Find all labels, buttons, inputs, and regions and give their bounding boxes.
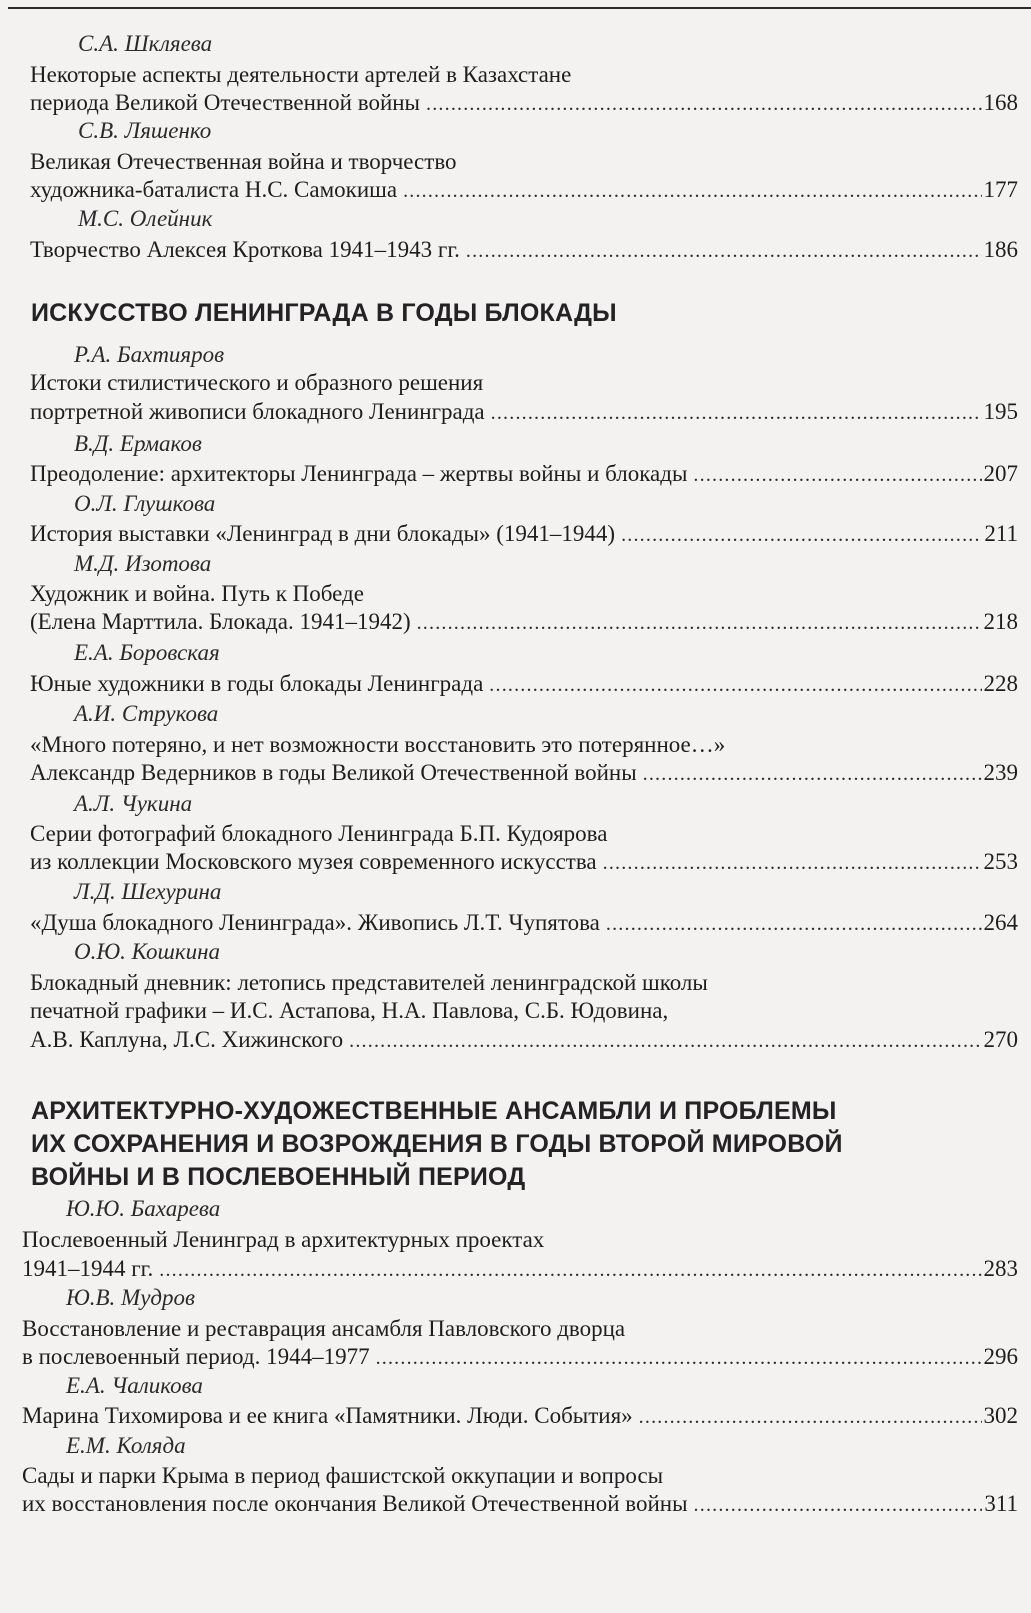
dot-leader [159, 1256, 981, 1284]
entry-title-line [30, 820, 607, 848]
entry-title: Истоки стилистического и образного решения [30, 370, 484, 395]
dot-leader [639, 1403, 982, 1431]
entry-title-last-line [22, 1255, 1018, 1284]
page-number: 302 [983, 1403, 1018, 1428]
entry-author: С.В. Ляшенко [78, 118, 212, 143]
page-number: 270 [983, 1027, 1018, 1052]
page-number: 283 [983, 1256, 1018, 1281]
entry-title: История выставки «Ленинград в дни блокады» (1941–1944) [30, 521, 616, 546]
dot-leader [603, 849, 982, 877]
entry-title-last-line [30, 398, 1018, 427]
entry-title-line [22, 1226, 544, 1254]
page-number: 239 [983, 760, 1018, 785]
entry-title-line [30, 731, 725, 759]
entry-title-line [30, 148, 457, 176]
entry-title-last-line [30, 848, 1018, 877]
entry-title-last-line [30, 608, 1018, 637]
dot-leader [403, 177, 981, 205]
dot-leader [489, 671, 981, 699]
entry-author: М.С. Олейник [78, 206, 213, 231]
entry-title: Преодоление: архитекторы Ленинграда – жертвы войны и блокады [30, 461, 688, 486]
dot-leader [417, 609, 982, 637]
entry-title: (Елена Марттила. Блокада. 1941–1942) [30, 609, 411, 634]
entry-title: «Душа блокадного Ленинграда». Живопись Л.Т. Чупятова [30, 910, 600, 935]
entry-title: печатной графики – И.С. Астапова, Н.А. Павлова, С.Б. Юдовина, [30, 998, 669, 1023]
page-number: 253 [983, 849, 1018, 874]
entry-author: Ю.Ю. Бахарева [66, 1196, 221, 1221]
entry-title: А.В. Каплуна, Л.С. Хижинского [30, 1027, 344, 1052]
entry-title-line [30, 580, 364, 608]
top-rule [8, 7, 1031, 9]
dot-leader [606, 910, 982, 938]
entry-title-line [30, 61, 571, 89]
page-number: 195 [983, 399, 1018, 424]
entry-title-last-line [22, 1402, 1018, 1431]
page-number: 177 [983, 177, 1018, 202]
entry-title: их восстановления после окончания Великой Отечественной войны [22, 1491, 688, 1516]
entry-title-last-line [30, 520, 1018, 549]
section-heading-line: ВОЙНЫ И В ПОСЛЕВОЕННЫЙ ПЕРИОД [31, 1163, 526, 1191]
entry-author: О.Ю. Кошкина [74, 939, 221, 964]
entry-title: Серии фотографий блокадного Ленинграда Б.П. Кудоярова [30, 821, 608, 846]
entry-title-last-line [30, 89, 1018, 118]
entry-author: В.Д. Ермаков [74, 431, 202, 456]
entry-title-last-line [30, 236, 1018, 265]
entry-title-last-line [22, 1343, 1018, 1372]
dot-leader [491, 399, 982, 427]
dot-leader [621, 521, 982, 549]
entry-title-last-line [30, 909, 1018, 938]
entry-title: Александр Ведерников в годы Великой Отечественной войны [30, 760, 637, 785]
entry-author: Л.Д. Шехурина [74, 879, 222, 904]
entry-author: М.Д. Изотова [74, 551, 212, 576]
entry-author: Е.А. Боровская [74, 640, 220, 665]
entry-author: А.И. Струкова [74, 701, 219, 726]
entry-title-line [30, 369, 483, 397]
entry-title: художника-баталиста Н.С. Самокиша [30, 177, 398, 202]
entry-title: Великая Отечественная война и творчество [30, 149, 457, 174]
dot-leader [643, 760, 982, 788]
entry-title: Марина Тихомирова и ее книга «Памятники. Люди. События» [22, 1403, 633, 1428]
page-number: 311 [984, 1491, 1018, 1516]
entry-title: Восстановление и реставрация ансамбля Павловского дворца [22, 1316, 626, 1341]
entry-title-last-line [30, 759, 1018, 788]
section-heading-line: ИХ СОХРАНЕНИЯ И ВОЗРОЖДЕНИЯ В ГОДЫ ВТОРОЙ МИРОВОЙ [31, 1130, 843, 1158]
page-number: 207 [983, 461, 1018, 486]
entry-author: А.Л. Чукина [74, 791, 193, 816]
section-heading: ИСКУССТВО ЛЕНИНГРАДА В ГОДЫ БЛОКАДЫ [31, 299, 617, 327]
section-heading [31, 1095, 843, 1194]
page-number: 211 [984, 521, 1018, 546]
section-heading-line: АРХИТЕКТУРНО-ХУДОЖЕСТВЕННЫЕ АНСАМБЛИ И ПРОБЛЕМЫ [31, 1097, 837, 1125]
page-number: 228 [983, 671, 1018, 696]
entry-title-line [22, 1462, 663, 1490]
entry-title: Художник и война. Путь к Победе [30, 581, 364, 606]
dot-leader [349, 1027, 981, 1055]
entry-title-line [30, 969, 708, 997]
entry-author: О.Л. Глушкова [74, 491, 216, 516]
entry-author: Р.А. Бахтияров [74, 342, 225, 367]
entry-title: Блокадный дневник: летопись представителей ленинградской школы [30, 970, 708, 995]
page-number: 218 [983, 609, 1018, 634]
dot-leader [693, 461, 981, 489]
entry-title: 1941–1944 гг. [22, 1256, 154, 1281]
entry-author: Е.А. Чаликова [66, 1373, 203, 1398]
dot-leader [426, 90, 981, 118]
entry-author: Е.М. Коляда [66, 1433, 186, 1458]
entry-title: Послевоенный Ленинград в архитектурных проектах [22, 1227, 545, 1252]
entry-title: периода Великой Отечественной войны [30, 90, 421, 115]
entry-title: Сады и парки Крыма в период фашистской оккупации и вопросы [22, 1463, 664, 1488]
page-number: 186 [983, 237, 1018, 262]
entry-title-last-line [22, 1490, 1018, 1519]
entry-title: портретной живописи блокадного Ленинграда [30, 399, 485, 424]
dot-leader [376, 1344, 982, 1372]
entry-title-line [30, 997, 668, 1025]
entry-title-last-line [30, 176, 1018, 205]
entry-title-last-line [30, 670, 1018, 699]
entry-title-line [22, 1315, 625, 1343]
dot-leader [466, 237, 982, 265]
entry-author: С.А. Шкляева [78, 31, 213, 56]
page-number: 264 [983, 910, 1018, 935]
entry-title-last-line [30, 1026, 1018, 1055]
entry-title: Некоторые аспекты деятельности артелей в Казахстане [30, 62, 572, 87]
entry-title: в послевоенный период. 1944–1977 [22, 1344, 370, 1369]
entry-title: Творчество Алексея Кроткова 1941–1943 гг. [30, 237, 460, 262]
entry-title-last-line [30, 460, 1018, 489]
entry-title: из коллекции Московского музея современного искусства [30, 849, 597, 874]
entry-author: Ю.В. Мудров [66, 1285, 195, 1310]
page-number: 296 [983, 1344, 1018, 1369]
dot-leader [694, 1491, 983, 1519]
entry-title: Юные художники в годы блокады Ленинграда [30, 671, 484, 696]
entry-title: «Много потеряно, и нет возможности восстановить это потерянное…» [30, 732, 726, 757]
page-number: 168 [983, 90, 1018, 115]
